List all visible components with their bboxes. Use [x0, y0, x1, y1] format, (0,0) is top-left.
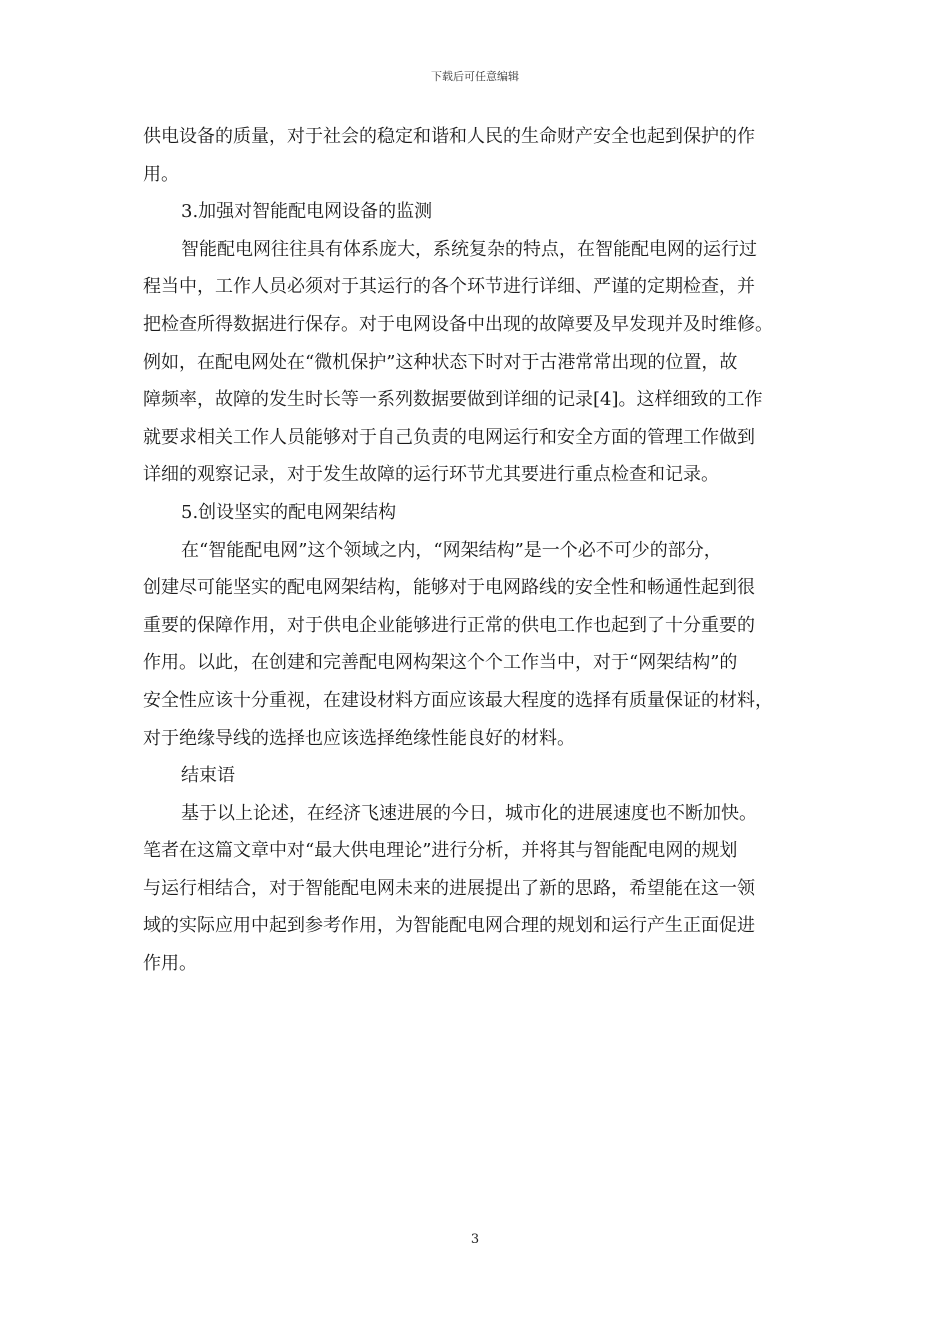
- section-heading: 3.加强对智能配电网设备的监测: [181, 201, 433, 223]
- page-number: 3: [470, 1232, 480, 1247]
- document-body: [143, 118, 815, 983]
- body-line: 供电设备的质量，对于社会的稳定和谐和人民的生命财产安全也起到保护的作: [143, 126, 755, 147]
- body-line: 例如，在配电网处在“微机保护”这种状态下时对于古港常常出现的位置，故: [143, 351, 738, 373]
- section-heading: 结束语: [181, 765, 235, 787]
- body-line: 详细的观察记录，对于发生故障的运行环节尤其要进行重点检查和记录。: [143, 464, 719, 486]
- section-heading: 5.创设坚实的配电网架结构: [181, 501, 397, 523]
- body-line: 安全性应该十分重视，在建设材料方面应该最大程度的选择有质量保证的材料，: [143, 689, 773, 711]
- body-line: 作用。以此，在创建和完善配电网构架这个个工作当中，对于“网架结构”的: [143, 652, 738, 674]
- body-line: 把检查所得数据进行保存。对于电网设备中出现的故障要及早发现并及时维修。: [143, 313, 773, 335]
- body-line: 用。: [143, 163, 179, 185]
- body-line: 就要求相关工作人员能够对于自己负责的电网运行和安全方面的管理工作做到: [143, 426, 755, 448]
- body-line: 程当中，工作人员必须对于其运行的各个环节进行详细、严谨的定期检查，并: [143, 276, 755, 298]
- body-line: 对于绝缘导线的选择也应该选择绝缘性能良好的材料。: [143, 727, 575, 749]
- body-line: 与运行相结合，对于智能配电网未来的进展提出了新的思路，希望能在这一领: [143, 877, 755, 899]
- body-line: 智能配电网往往具有体系庞大，系统复杂的特点，在智能配电网的运行过: [181, 238, 757, 260]
- body-line: 域的实际应用中起到参考作用，为智能配电网合理的规划和运行产生正面促进: [143, 915, 755, 937]
- body-line: 在“智能配电网”这个领域之内，“网架结构”是一个必不可少的部分，: [181, 539, 722, 561]
- header-note: 下载后可任意编辑: [431, 70, 519, 83]
- body-line: 创建尽可能坚实的配电网架结构，能够对于电网路线的安全性和畅通性起到很: [143, 577, 755, 599]
- body-line: 基于以上论述，在经济飞速进展的今日，城市化的进展速度也不断加快。: [181, 802, 757, 824]
- body-line: 重要的保障作用，对于供电企业能够进行正常的供电工作也起到了十分重要的: [143, 614, 755, 636]
- body-line: 笔者在这篇文章中对“最大供电理论”进行分析，并将其与智能配电网的规划: [143, 840, 738, 862]
- body-line: 障频率，故障的发生时长等一系列数据要做到详细的记录[4]。这样细致的工作: [143, 389, 763, 411]
- body-line: 作用。: [143, 953, 197, 975]
